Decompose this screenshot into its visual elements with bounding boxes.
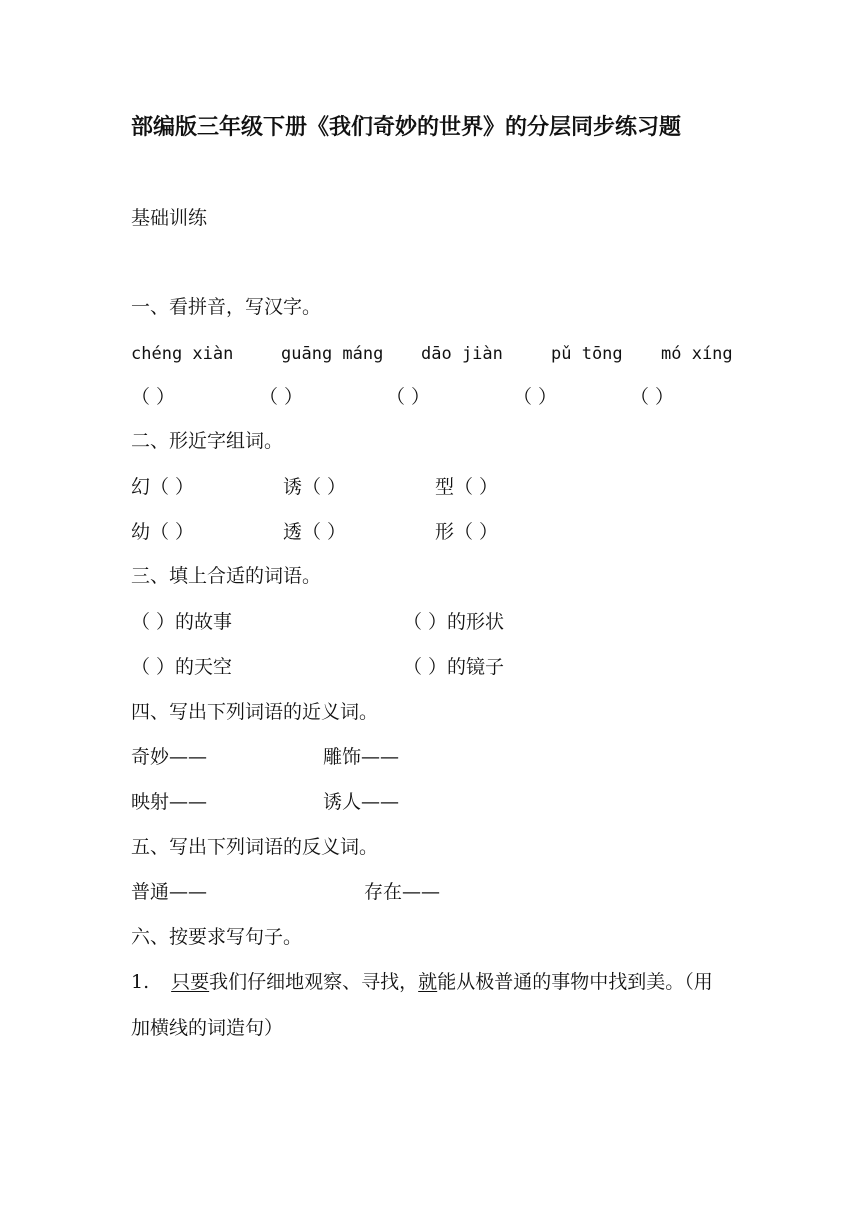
question-6-heading: 六、按要求写句子。 (131, 926, 303, 948)
answer-blank-2: （ ） (259, 386, 304, 408)
sentence-item-1-continued: 加横线的词造句） (131, 1017, 284, 1039)
underlined-word-1: 只要 (171, 971, 210, 993)
question-2-heading: 二、形近字组词。 (131, 430, 284, 452)
document-title: 部编版三年级下册《我们奇妙的世界》的分层同步练习题 (131, 114, 682, 140)
word-group-6: 形（ ） (435, 521, 499, 543)
answer-blank-4: （ ） (513, 386, 558, 408)
antonym-1: 普通—— (131, 881, 208, 903)
pinyin-3: dāo jiàn (421, 344, 503, 364)
fill-phrase-3: （ ）的天空 (131, 656, 233, 678)
pinyin-2: guāng máng (281, 344, 384, 364)
item-number: 1. (131, 971, 150, 993)
answer-blank-1: （ ） (131, 386, 176, 408)
sentence-text-1: 我们仔细地观察、寻找， (209, 971, 419, 993)
question-3-heading: 三、填上合适的词语。 (131, 565, 322, 587)
word-group-5: 透（ ） (283, 521, 347, 543)
word-group-3: 型（ ） (435, 476, 499, 498)
sentence-text-2: 能从极普通的事物中找到美。（用 (437, 971, 713, 993)
answer-blank-5: （ ） (630, 386, 675, 408)
synonym-3: 映射—— (131, 791, 208, 813)
synonym-2: 雕饰—— (323, 746, 400, 768)
pinyin-4: pǔ tōng (551, 344, 623, 364)
synonym-1: 奇妙—— (131, 746, 208, 768)
pinyin-1: chéng xiàn (131, 344, 234, 364)
underlined-word-2: 就 (418, 971, 438, 993)
answer-blank-3: （ ） (386, 386, 431, 408)
question-4-heading: 四、写出下列词语的近义词。 (131, 701, 379, 723)
fill-phrase-4: （ ）的镜子 (403, 656, 505, 678)
word-group-4: 幼（ ） (131, 521, 195, 543)
fill-phrase-1: （ ）的故事 (131, 611, 233, 633)
question-5-heading: 五、写出下列词语的反义词。 (131, 836, 379, 858)
word-group-2: 诱（ ） (283, 476, 347, 498)
section-heading: 基础训练 (131, 207, 208, 229)
pinyin-5: mó xíng (661, 344, 733, 364)
antonym-2: 存在—— (364, 881, 441, 903)
fill-phrase-2: （ ）的形状 (403, 611, 505, 633)
word-group-1: 幻（ ） (131, 476, 195, 498)
synonym-4: 诱人—— (323, 791, 400, 813)
sentence-item-1 (131, 969, 713, 995)
question-1-heading: 一、看拼音，写汉字。 (131, 296, 322, 318)
